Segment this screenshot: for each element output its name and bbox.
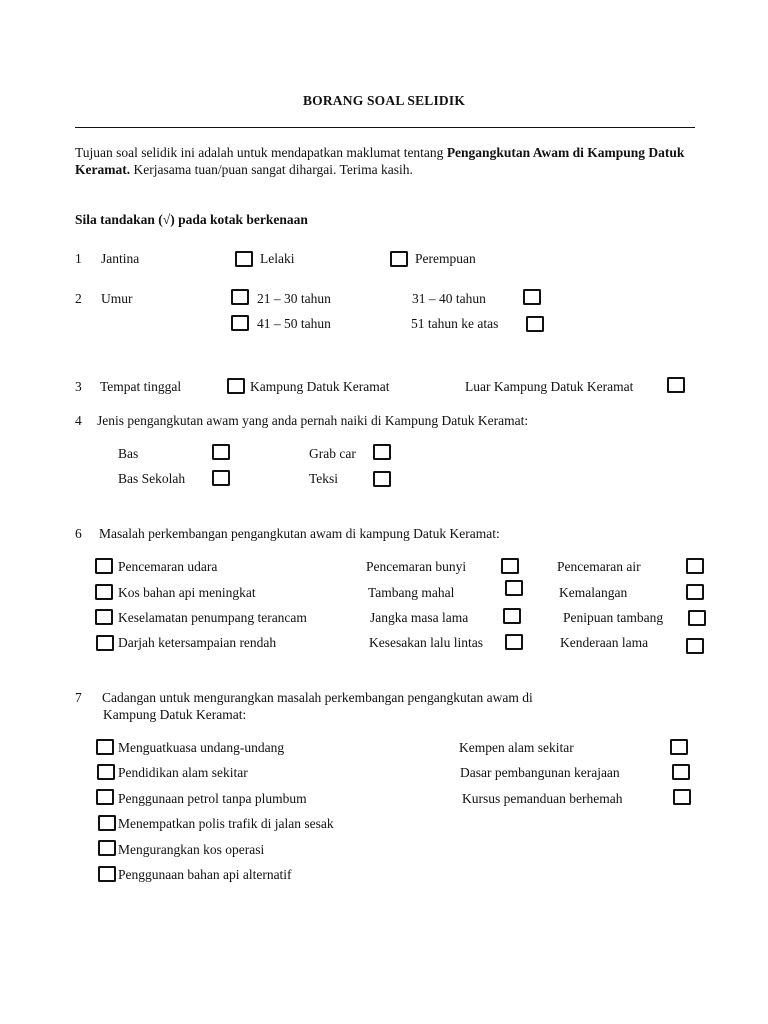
option-kos-bahan-api: Kos bahan api meningkat xyxy=(118,585,256,600)
q3-number: 3 xyxy=(75,379,82,394)
checkbox-dasar-pembangunan[interactable] xyxy=(672,764,690,780)
checkbox-grab-car[interactable] xyxy=(373,444,391,460)
option-dasar-pembangunan: Dasar pembangunan kerajaan xyxy=(460,765,620,780)
intro-bold-text: Pengangkutan Awam di Kampung Datuk Keramat. xyxy=(75,145,685,177)
option-darjah-ketersampaian: Darjah ketersampaian rendah xyxy=(118,635,277,650)
checkbox-pencemaran-bunyi[interactable] xyxy=(501,558,519,574)
option-kemalangan: Kemalangan xyxy=(559,585,628,600)
option-perempuan: Perempuan xyxy=(415,251,476,266)
option-age-31-40: 31 – 40 tahun xyxy=(412,291,486,306)
form-title: BORANG SOAL SELIDIK xyxy=(302,93,466,108)
q7-label-line1: Cadangan untuk mengurangkan masalah perkembangan pengangkutan awam di xyxy=(102,690,533,705)
checkbox-kesesakan-lalu-lintas[interactable] xyxy=(505,634,523,650)
q4-number: 4 xyxy=(75,413,82,428)
checkbox-kos-operasi[interactable] xyxy=(98,840,116,856)
option-lelaki: Lelaki xyxy=(260,251,295,266)
q2-label: Umur xyxy=(101,291,133,306)
option-kursus-pemanduan: Kursus pemanduan berhemah xyxy=(462,791,623,806)
option-age-51-above: 51 tahun ke atas xyxy=(411,316,499,331)
option-pencemaran-udara: Pencemaran udara xyxy=(118,559,218,574)
checkbox-penipuan-tambang[interactable] xyxy=(688,610,706,626)
option-kenderaan-lama: Kenderaan lama xyxy=(560,635,649,650)
option-kesesakan-lalu-lintas: Kesesakan lalu lintas xyxy=(369,635,483,650)
option-petrol-tanpa-plumbum: Penggunaan petrol tanpa plumbum xyxy=(118,791,307,806)
checkbox-darjah-ketersampaian[interactable] xyxy=(96,635,114,651)
option-bahan-api-alternatif: Penggunaan bahan api alternatif xyxy=(118,867,292,882)
option-jangka-masa-lama: Jangka masa lama xyxy=(370,610,469,625)
option-teksi: Teksi xyxy=(309,471,339,486)
q1-label: Jantina xyxy=(101,251,140,266)
option-penipuan-tambang: Penipuan tambang xyxy=(563,610,664,625)
checkbox-teksi[interactable] xyxy=(373,471,391,487)
q7-label-line2: Kampung Datuk Keramat: xyxy=(103,707,247,722)
checkbox-menguatkuasa-undang[interactable] xyxy=(96,739,114,755)
option-kos-operasi: Mengurangkan kos operasi xyxy=(118,842,265,857)
checkbox-jangka-masa-lama[interactable] xyxy=(503,608,521,624)
intro-paragraph xyxy=(75,144,695,178)
option-pendidikan-alam-sekitar: Pendidikan alam sekitar xyxy=(118,765,248,780)
checkbox-lelaki[interactable] xyxy=(235,251,253,267)
checkbox-kos-bahan-api[interactable] xyxy=(95,584,113,600)
checkbox-pencemaran-air[interactable] xyxy=(686,558,704,574)
checkbox-petrol-tanpa-plumbum[interactable] xyxy=(96,789,114,805)
option-polis-trafik: Menempatkan polis trafik di jalan sesak xyxy=(118,816,334,831)
option-grab-car: Grab car xyxy=(309,446,356,461)
option-kampung-datuk-keramat: Kampung Datuk Keramat xyxy=(250,379,390,394)
checkbox-age-41-50[interactable] xyxy=(231,315,249,331)
checkbox-pendidikan-alam-sekitar[interactable] xyxy=(97,764,115,780)
checkbox-kursus-pemanduan[interactable] xyxy=(673,789,691,805)
option-bas-sekolah: Bas Sekolah xyxy=(118,471,186,486)
checkbox-age-21-30[interactable] xyxy=(231,289,249,305)
q6-label: Masalah perkembangan pengangkutan awam di kampung Datuk Keramat: xyxy=(99,526,500,541)
intro-text-end: Kerjasama tuan/puan sangat dihargai. Terima kasih. xyxy=(130,162,413,177)
option-tambang-mahal: Tambang mahal xyxy=(368,585,455,600)
option-age-21-30: 21 – 30 tahun xyxy=(257,291,331,306)
q4-label: Jenis pengangkutan awam yang anda pernah naiki di Kampung Datuk Keramat: xyxy=(97,413,529,428)
option-keselamatan-penumpang: Keselamatan penumpang terancam xyxy=(118,610,307,625)
q6-number: 6 xyxy=(75,526,82,541)
checkbox-pencemaran-udara[interactable] xyxy=(95,558,113,574)
q1-number: 1 xyxy=(75,251,82,266)
checkbox-kampung-datuk-keramat[interactable] xyxy=(227,378,245,394)
checkbox-bas[interactable] xyxy=(212,444,230,460)
checkbox-kemalangan[interactable] xyxy=(686,584,704,600)
title-divider xyxy=(75,127,695,128)
q2-number: 2 xyxy=(75,291,82,306)
option-kempen-alam-sekitar: Kempen alam sekitar xyxy=(459,740,574,755)
q3-label: Tempat tinggal xyxy=(100,379,182,394)
option-age-41-50: 41 – 50 tahun xyxy=(257,316,331,331)
option-luar-kampung: Luar Kampung Datuk Keramat xyxy=(465,379,634,394)
option-menguatkuasa-undang: Menguatkuasa undang-undang xyxy=(118,740,285,755)
checkbox-perempuan[interactable] xyxy=(390,251,408,267)
option-pencemaran-bunyi: Pencemaran bunyi xyxy=(366,559,467,574)
checkbox-kempen-alam-sekitar[interactable] xyxy=(670,739,688,755)
checkbox-age-51-above[interactable] xyxy=(526,316,544,332)
instruction: Sila tandakan (√) pada kotak berkenaan xyxy=(75,212,308,227)
checkbox-luar-kampung[interactable] xyxy=(667,377,685,393)
checkbox-kenderaan-lama[interactable] xyxy=(686,638,704,654)
checkbox-polis-trafik[interactable] xyxy=(98,815,116,831)
option-pencemaran-air: Pencemaran air xyxy=(557,559,641,574)
intro-text: Tujuan soal selidik ini adalah untuk mendapatkan maklumat tentang xyxy=(75,145,447,160)
checkbox-bas-sekolah[interactable] xyxy=(212,470,230,486)
q7-number: 7 xyxy=(75,690,82,705)
checkbox-keselamatan-penumpang[interactable] xyxy=(95,609,113,625)
checkbox-tambang-mahal[interactable] xyxy=(505,580,523,596)
option-bas: Bas xyxy=(118,446,139,461)
checkbox-age-31-40[interactable] xyxy=(523,289,541,305)
checkbox-bahan-api-alternatif[interactable] xyxy=(98,866,116,882)
